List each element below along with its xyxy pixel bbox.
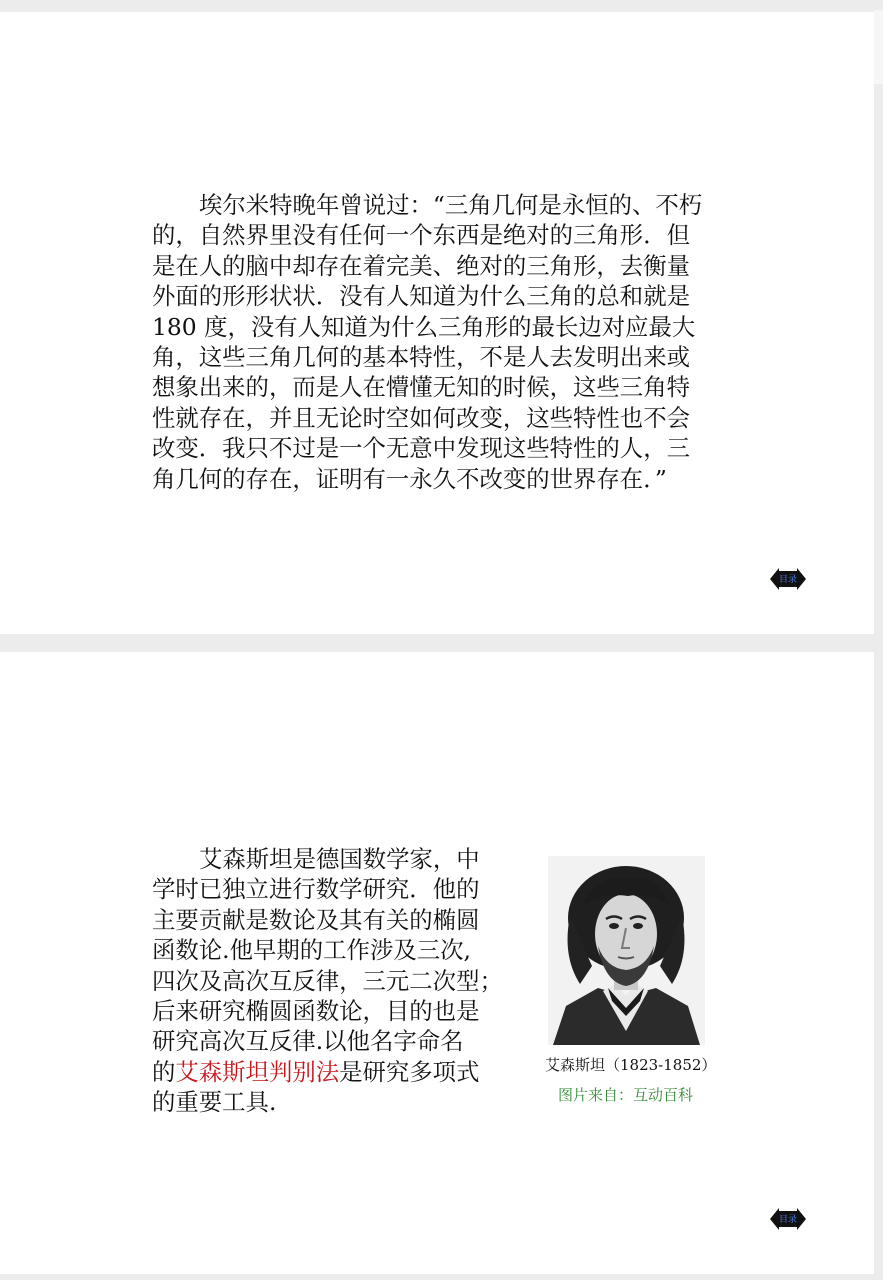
quote-line: 的，自然界里没有任何一个东西是绝对的三角形．但 <box>152 221 690 250</box>
bio-line: 四次及高次互反律，三元二次型； <box>152 966 503 995</box>
quote-line: 角，这些三角几何的基本特性，不是人去发明出来或 <box>152 343 690 372</box>
toc-label: 目录 <box>778 1215 797 1225</box>
portrait-caption: 艾森斯坦（1823-1852） <box>545 1056 717 1074</box>
eisenstein-criterion-link[interactable]: 艾森斯坦判别法 <box>175 1057 340 1086</box>
toc-label: 目录 <box>778 575 797 585</box>
quote-line: 改变．我只不过是一个无意中发现这些特性的人，三 <box>152 434 690 463</box>
eisenstein-portrait <box>548 856 705 1045</box>
quote-line: 想象出来的，而是人在懵懂无知的时候，这些三角特 <box>152 373 690 402</box>
bio-line: 的重要工具. <box>152 1088 277 1117</box>
bio-line-suffix: 是研究多项式 <box>339 1057 480 1086</box>
bio-line-with-term <box>152 1057 512 1087</box>
bio-line: 后来研究椭圆函数论，目的也是 <box>152 997 480 1026</box>
table-of-contents-button[interactable] <box>770 1206 806 1232</box>
quote-line: 是在人的脑中却存在着完美、绝对的三角形，去衡量 <box>152 251 690 280</box>
eisenstein-bio-paragraph <box>152 844 512 1118</box>
quote-line: 埃尔米特晚年曾说过：“三角几何是永恒的、不朽 <box>199 191 703 219</box>
quote-line: 性就存在，并且无论时空如何改变，这些特性也不会 <box>152 403 690 432</box>
slide-eisenstein-bio <box>0 652 874 1274</box>
bio-line: 艾森斯坦是德国数学家，中 <box>199 845 480 873</box>
hermite-quote-paragraph <box>152 190 752 494</box>
bio-line: 主要贡献是数论及其有关的椭圆 <box>152 905 480 934</box>
bio-line: 学时已独立进行数学研究．他的 <box>152 875 480 904</box>
quote-line: 角几何的存在，证明有一永久不改变的世界存在．” <box>152 464 667 493</box>
bio-line-prefix: 的 <box>152 1057 176 1086</box>
scrollbar[interactable] <box>874 10 883 84</box>
table-of-contents-button[interactable] <box>770 566 806 592</box>
bio-line: 研究高次互反律.以他名字命名 <box>152 1027 464 1056</box>
bio-line: 函数论.他早期的工作涉及三次, <box>152 936 471 965</box>
portrait-illustration <box>548 856 705 1045</box>
image-source-credit: 图片来自：互动百科 <box>558 1086 694 1104</box>
slide-hermite-quote <box>0 12 874 634</box>
quote-line: 180 度，没有人知道为什么三角形的最长边对应最大 <box>152 312 696 341</box>
quote-line: 外面的形形状状．没有人知道为什么三角的总和就是 <box>152 282 690 311</box>
